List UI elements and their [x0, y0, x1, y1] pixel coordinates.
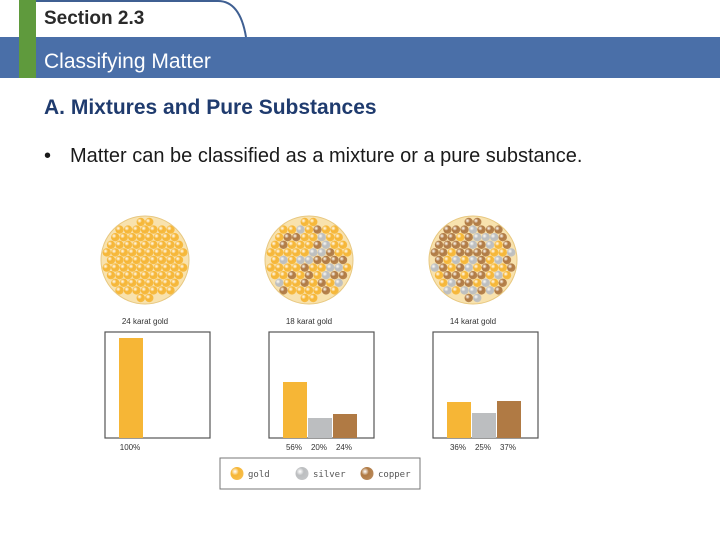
gold-atom: [154, 233, 162, 241]
gold-atom: [154, 248, 162, 256]
silver-atom: [448, 279, 456, 287]
copper-atom: [452, 241, 460, 249]
silver-atom: [465, 263, 473, 271]
copper-atom: [477, 225, 485, 233]
gold-atom: [137, 263, 145, 271]
gold-atom: [175, 241, 183, 249]
gold-atom: [486, 271, 494, 279]
gold-atom: [448, 263, 456, 271]
gold-atom: [318, 263, 326, 271]
gold-atom: [120, 233, 128, 241]
gold-atom: [456, 233, 464, 241]
copper-atom: [443, 241, 451, 249]
copper-atom: [456, 263, 464, 271]
title-bar-accent: [19, 37, 36, 78]
gold-atom: [309, 233, 317, 241]
gold-atom: [460, 256, 468, 264]
gold-atom: [452, 286, 460, 294]
legend-label: gold: [248, 470, 270, 480]
gold-atom: [292, 279, 300, 287]
gold-atom: [162, 263, 170, 271]
silver-atom: [296, 225, 304, 233]
gold-atom: [166, 271, 174, 279]
gold-atom: [271, 271, 279, 279]
gold-atom: [149, 286, 157, 294]
gold-atom: [158, 225, 166, 233]
copper-atom: [465, 248, 473, 256]
gold-atom: [145, 294, 153, 302]
gold-atom: [288, 225, 296, 233]
gold-atom: [132, 286, 140, 294]
gold-atom: [137, 294, 145, 302]
gold-atom: [330, 241, 338, 249]
silver-atom: [486, 286, 494, 294]
gold-atom: [439, 279, 447, 287]
silver-atom: [305, 256, 313, 264]
gold-atom: [499, 248, 507, 256]
gold-atom: [494, 241, 502, 249]
gold-atom: [288, 286, 296, 294]
gold-atom: [267, 263, 275, 271]
gold-atom: [443, 256, 451, 264]
gold-atom: [128, 279, 136, 287]
gold-atom: [145, 279, 153, 287]
gold-atom: [103, 248, 111, 256]
copper-atom: [456, 279, 464, 287]
silver-atom: [486, 241, 494, 249]
page-title: Classifying Matter: [44, 50, 211, 73]
silver-atom: [326, 263, 334, 271]
gold-atom: [175, 256, 183, 264]
silver-atom: [473, 233, 481, 241]
percent-label: 56%: [285, 443, 303, 452]
copper-bar: [333, 414, 357, 438]
copper-atom: [469, 271, 477, 279]
copper-atom: [465, 218, 473, 226]
silver-bar: [472, 413, 496, 438]
gold-atom: [275, 233, 283, 241]
gold-atom: [137, 279, 145, 287]
silver-bar: [308, 418, 332, 438]
gold-atom: [171, 279, 179, 287]
copper-atom: [507, 263, 515, 271]
copper-atom: [305, 271, 313, 279]
gold-atom: [301, 233, 309, 241]
gold-atom: [107, 241, 115, 249]
gold-atom: [335, 248, 343, 256]
silver-atom: [473, 294, 481, 302]
gold-atom: [335, 233, 343, 241]
percent-label: 36%: [449, 443, 467, 452]
gold-atom: [149, 241, 157, 249]
gold-atom: [305, 241, 313, 249]
percent-label: 37%: [499, 443, 517, 452]
copper-atom: [330, 271, 338, 279]
gold-atom: [171, 233, 179, 241]
section-label: Section 2.3: [44, 8, 145, 29]
gold-atom: [292, 248, 300, 256]
silver-atom: [335, 279, 343, 287]
gold-atom: [145, 218, 153, 226]
gold-atom: [166, 241, 174, 249]
gold-atom: [301, 218, 309, 226]
gold-atom: [309, 294, 317, 302]
copper-atom: [288, 271, 296, 279]
gold-atom: [103, 263, 111, 271]
copper-atom: [482, 263, 490, 271]
gold-composition-figure: [100, 210, 517, 495]
gold-atom: [490, 263, 498, 271]
gold-legend-swatch: [231, 467, 244, 480]
gold-atom: [166, 256, 174, 264]
gold-atom: [301, 294, 309, 302]
copper-atom: [322, 256, 330, 264]
gold-atom: [271, 241, 279, 249]
gold-atom: [132, 241, 140, 249]
gold-atom: [175, 271, 183, 279]
gold-atom: [154, 279, 162, 287]
gold-atom: [448, 248, 456, 256]
gold-atom: [284, 248, 292, 256]
gold-atom: [288, 256, 296, 264]
silver-atom: [469, 225, 477, 233]
gold-atom: [301, 248, 309, 256]
bullet-item: [44, 145, 582, 168]
gold-atom: [271, 256, 279, 264]
copper-bar: [497, 401, 521, 438]
gold-atom: [137, 218, 145, 226]
copper-atom: [443, 271, 451, 279]
gold-atom: [107, 256, 115, 264]
silver-atom: [469, 256, 477, 264]
gold-atom: [124, 271, 132, 279]
gold-atom: [115, 241, 123, 249]
gold-atom: [162, 279, 170, 287]
gold-atom: [326, 279, 334, 287]
copper-atom: [448, 233, 456, 241]
silver-atom: [335, 263, 343, 271]
copper-atom: [499, 233, 507, 241]
copper-atom: [486, 225, 494, 233]
gold-atom: [499, 263, 507, 271]
gold-atom: [137, 248, 145, 256]
gold-atom: [141, 225, 149, 233]
gold-atom: [473, 279, 481, 287]
copper-atom: [465, 279, 473, 287]
gold-atom: [460, 271, 468, 279]
percent-label: 25%: [474, 443, 492, 452]
gold-atom: [284, 279, 292, 287]
gold-atom: [158, 271, 166, 279]
copper-atom: [292, 233, 300, 241]
gold-atom: [284, 263, 292, 271]
copper-atom: [439, 263, 447, 271]
gold-atom: [486, 256, 494, 264]
gold-atom: [149, 256, 157, 264]
gold-atom: [435, 271, 443, 279]
gold-atom: [132, 256, 140, 264]
gold-atom: [296, 286, 304, 294]
copper-atom: [326, 248, 334, 256]
gold-atom: [132, 271, 140, 279]
gold-atom: [313, 286, 321, 294]
gold-atom: [128, 248, 136, 256]
silver-atom: [482, 279, 490, 287]
gold-atom: [111, 248, 119, 256]
copper-atom: [431, 248, 439, 256]
copper-atom: [465, 233, 473, 241]
gold-atom: [120, 263, 128, 271]
gold-atom: [162, 233, 170, 241]
silver-atom: [322, 271, 330, 279]
copper-atom: [330, 256, 338, 264]
gold-atom: [343, 248, 351, 256]
silver-atom: [482, 233, 490, 241]
gold-atom: [296, 271, 304, 279]
gold-atom: [124, 225, 132, 233]
gold-atom: [115, 271, 123, 279]
copper-atom: [477, 286, 485, 294]
gold-atom: [149, 225, 157, 233]
copper-atom: [477, 271, 485, 279]
section-tab-curve: [190, 0, 250, 38]
gold-atom: [309, 279, 317, 287]
copper-atom: [477, 256, 485, 264]
gold-atom: [124, 241, 132, 249]
copper-atom: [301, 279, 309, 287]
gold-atom: [149, 271, 157, 279]
gold-atom: [132, 225, 140, 233]
copper-atom: [313, 241, 321, 249]
sample-label: 24 karat gold: [121, 317, 169, 326]
gold-atom: [145, 248, 153, 256]
silver-atom: [296, 256, 304, 264]
copper-atom: [339, 271, 347, 279]
legend-label: silver: [313, 470, 346, 480]
gold-atom: [305, 286, 313, 294]
gold-atom: [141, 271, 149, 279]
gold-atom: [296, 241, 304, 249]
gold-atom: [490, 279, 498, 287]
gold-atom: [141, 241, 149, 249]
copper-atom: [284, 233, 292, 241]
gold-atom: [162, 248, 170, 256]
gold-atom: [158, 286, 166, 294]
copper-atom: [339, 256, 347, 264]
copper-atom: [503, 241, 511, 249]
gold-atom: [326, 233, 334, 241]
percent-label: 24%: [335, 443, 353, 452]
copper-atom: [482, 248, 490, 256]
copper-legend-swatch: [361, 467, 374, 480]
legend-label: copper: [378, 470, 411, 480]
gold-atom: [145, 233, 153, 241]
silver-atom: [494, 256, 502, 264]
silver-atom: [431, 263, 439, 271]
gold-atom: [120, 279, 128, 287]
copper-atom: [313, 256, 321, 264]
gold-atom: [343, 263, 351, 271]
gold-atom: [288, 241, 296, 249]
gold-atom: [322, 225, 330, 233]
gold-atom: [145, 263, 153, 271]
bullet-text: Matter can be classified as a mixture or a pure substance.: [70, 145, 583, 167]
gold-atom: [120, 248, 128, 256]
copper-atom: [460, 225, 468, 233]
gold-atom: [111, 233, 119, 241]
copper-atom: [439, 233, 447, 241]
gold-atom: [179, 248, 187, 256]
gold-atom: [128, 233, 136, 241]
silver-atom: [469, 286, 477, 294]
gold-bar: [447, 402, 471, 438]
silver-atom: [309, 248, 317, 256]
gold-atom: [473, 263, 481, 271]
gold-atom: [107, 271, 115, 279]
gold-atom: [275, 248, 283, 256]
gold-atom: [115, 256, 123, 264]
silver-atom: [507, 248, 515, 256]
copper-atom: [460, 241, 468, 249]
silver-atom: [469, 241, 477, 249]
gold-atom: [124, 256, 132, 264]
gold-bar: [119, 338, 143, 438]
silver-legend-swatch: [296, 467, 309, 480]
gold-bar: [283, 382, 307, 438]
copper-atom: [473, 218, 481, 226]
gold-atom: [124, 286, 132, 294]
copper-atom: [473, 248, 481, 256]
sample-label: 14 karat gold: [449, 317, 497, 326]
silver-atom: [490, 233, 498, 241]
copper-atom: [465, 294, 473, 302]
gold-atom: [158, 256, 166, 264]
copper-atom: [318, 279, 326, 287]
gold-atom: [313, 271, 321, 279]
copper-atom: [322, 286, 330, 294]
gold-atom: [305, 225, 313, 233]
sample-label: 18 karat gold: [285, 317, 333, 326]
copper-atom: [452, 225, 460, 233]
gold-atom: [275, 263, 283, 271]
gold-atom: [158, 241, 166, 249]
gold-atom: [154, 263, 162, 271]
gold-atom: [171, 248, 179, 256]
percent-label: 100%: [119, 443, 141, 452]
gold-atom: [490, 248, 498, 256]
silver-atom: [275, 279, 283, 287]
percent-label: 20%: [310, 443, 328, 452]
section-tab-accent: [19, 0, 36, 37]
silver-atom: [318, 248, 326, 256]
gold-atom: [339, 241, 347, 249]
copper-atom: [499, 279, 507, 287]
silver-atom: [494, 271, 502, 279]
gold-atom: [128, 263, 136, 271]
copper-atom: [503, 256, 511, 264]
copper-atom: [313, 225, 321, 233]
gold-atom: [137, 233, 145, 241]
copper-atom: [439, 248, 447, 256]
copper-atom: [456, 248, 464, 256]
bullet-dot: •: [44, 145, 52, 167]
gold-atom: [179, 263, 187, 271]
copper-atom: [452, 271, 460, 279]
silver-atom: [460, 286, 468, 294]
gold-atom: [171, 263, 179, 271]
gold-atom: [279, 271, 287, 279]
copper-atom: [477, 241, 485, 249]
copper-atom: [279, 241, 287, 249]
gold-atom: [111, 263, 119, 271]
section-heading: A. Mixtures and Pure Substances: [44, 96, 377, 119]
silver-atom: [318, 233, 326, 241]
gold-atom: [309, 218, 317, 226]
gold-atom: [141, 256, 149, 264]
gold-atom: [267, 248, 275, 256]
gold-atom: [111, 279, 119, 287]
gold-atom: [292, 263, 300, 271]
copper-atom: [435, 256, 443, 264]
silver-atom: [322, 241, 330, 249]
copper-atom: [435, 241, 443, 249]
silver-atom: [452, 256, 460, 264]
silver-atom: [279, 256, 287, 264]
gold-atom: [309, 263, 317, 271]
gold-atom: [141, 286, 149, 294]
gold-atom: [503, 271, 511, 279]
copper-atom: [301, 263, 309, 271]
